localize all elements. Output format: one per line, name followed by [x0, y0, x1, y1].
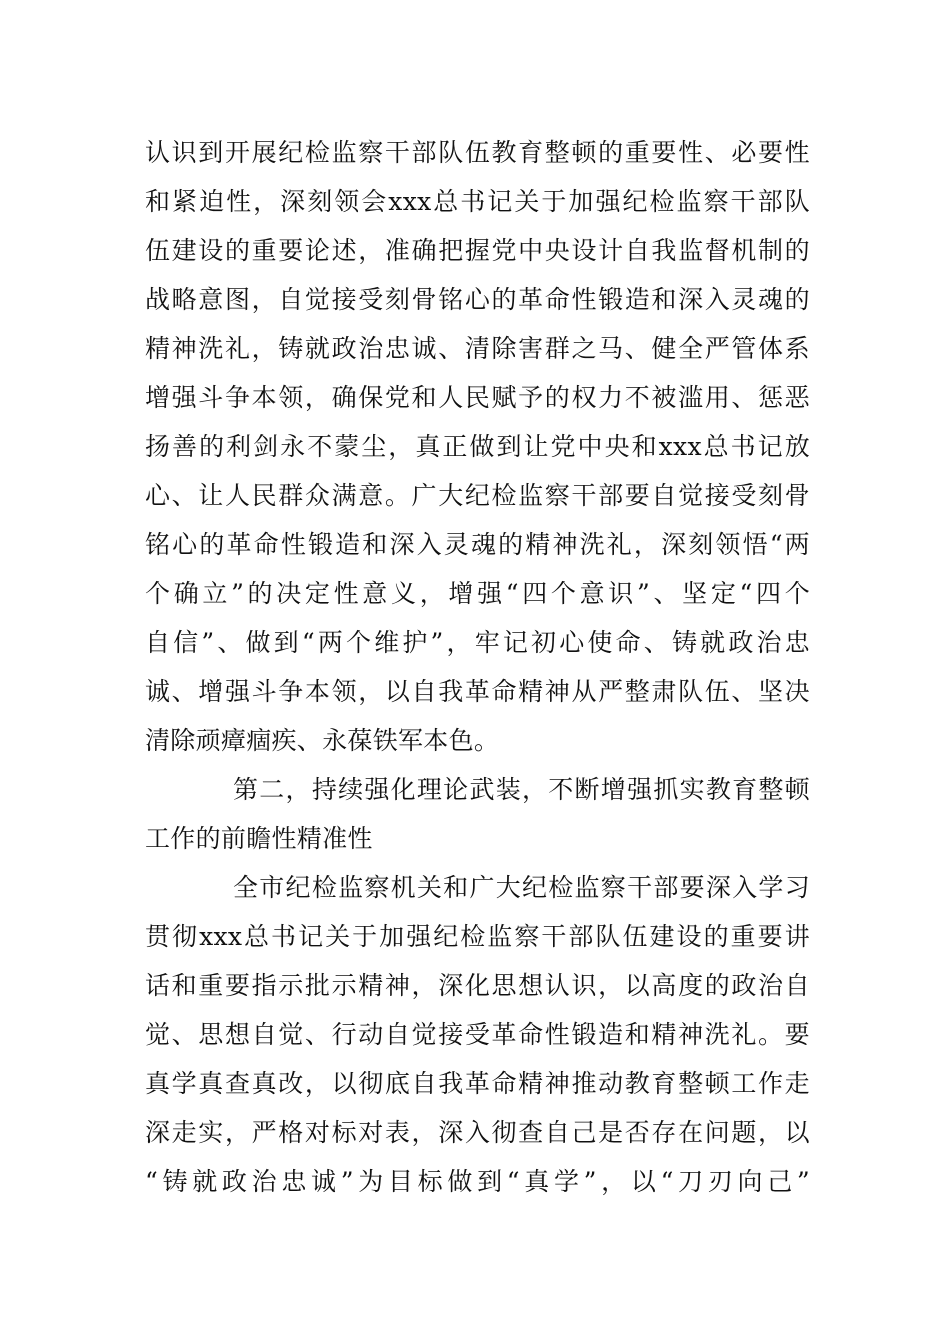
text-line: 诚、增强斗争本领，以自我革命精神从严整肃队伍、坚决 — [145, 677, 810, 706]
text-line: 深走实，严格对标对表，深入彻查自己是否存在问题，以 — [145, 1118, 810, 1147]
text-line: 铭心的革命性锻造和深入灵魂的精神洗礼，深刻领悟“两 — [145, 530, 810, 559]
text-line: 全市纪检监察机关和广大纪检监察干部要深入学习 — [233, 873, 810, 902]
text-line: 觉、思想自觉、行动自觉接受革命性锻造和精神洗礼。要 — [145, 1020, 810, 1049]
section-heading-line: 第二，持续强化理论武装，不断增强抓实教育整顿 — [233, 775, 810, 804]
text-line: 个确立”的决定性意义，增强“四个意识”、坚定“四个 — [145, 579, 810, 608]
text-line: 心、让人民群众满意。广大纪检监察干部要自觉接受刻骨 — [145, 481, 810, 510]
text-line: 话和重要指示批示精神，深化思想认识，以高度的政治自 — [145, 971, 810, 1000]
text-line: “铸就政治忠诚”为目标做到“真学”，以“刀刃向己” — [145, 1167, 810, 1196]
text-line: 清除顽瘴痼疾、永葆铁军本色。 — [145, 726, 500, 755]
text-line: 精神洗礼，铸就政治忠诚、清除害群之马、健全严管体系 — [145, 334, 810, 363]
text-line: 自信”、做到“两个维护”，牢记初心使命、铸就政治忠 — [145, 628, 810, 657]
text-line: 扬善的利剑永不蒙尘，真正做到让党中央和xxx总书记放 — [145, 432, 810, 461]
text-line: 和紧迫性，深刻领会xxx总书记关于加强纪检监察干部队 — [145, 187, 810, 216]
text-line: 伍建设的重要论述，准确把握党中央设计自我监督机制的 — [145, 236, 810, 265]
text-line: 真学真查真改，以彻底自我革命精神推动教育整顿工作走 — [145, 1069, 810, 1098]
section-heading-line: 工作的前瞻性精准性 — [145, 824, 373, 853]
text-line: 认识到开展纪检监察干部队伍教育整顿的重要性、必要性 — [145, 138, 810, 167]
text-line: 战略意图，自觉接受刻骨铭心的革命性锻造和深入灵魂的 — [145, 285, 810, 314]
text-line: 增强斗争本领，确保党和人民赋予的权力不被滥用、惩恶 — [145, 383, 810, 412]
text-line: 贯彻xxx总书记关于加强纪检监察干部队伍建设的重要讲 — [145, 922, 810, 951]
